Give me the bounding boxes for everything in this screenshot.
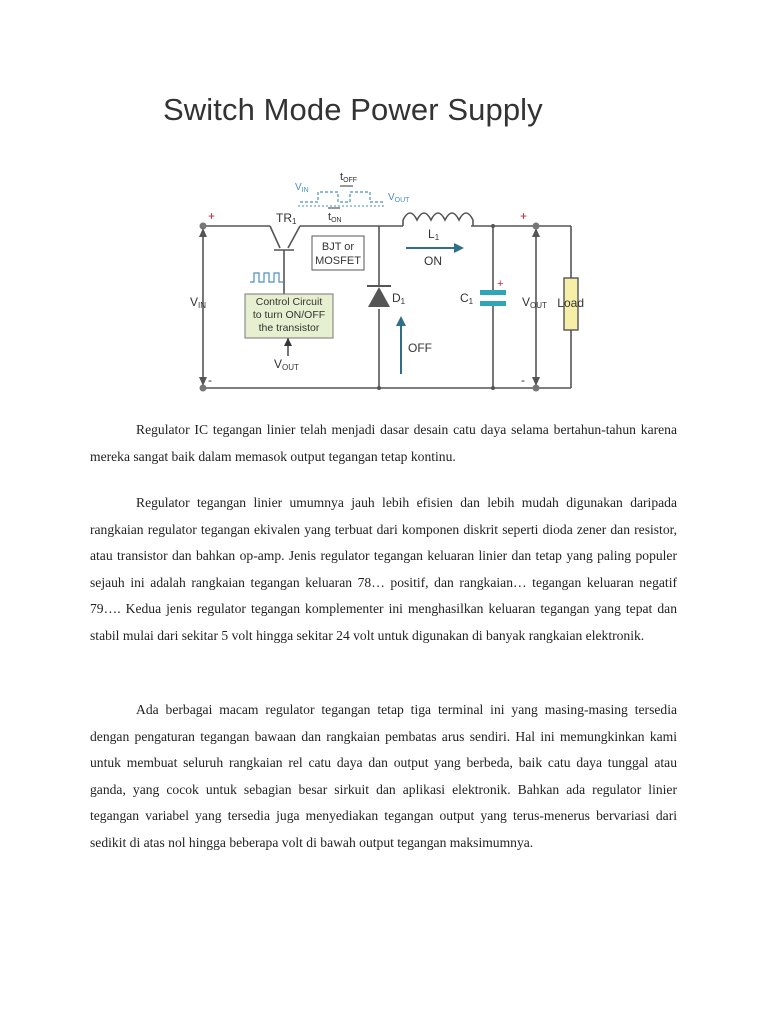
switch-type-line2: MOSFET <box>315 255 361 267</box>
control-text-line1: Control Circuit <box>255 296 323 308</box>
inductor-symbol <box>403 213 473 226</box>
control-text-line3: the transistor <box>258 322 320 334</box>
waveform-vin-label: $V_{IN}$ <box>295 182 309 194</box>
vin-plus-label: + <box>208 209 216 223</box>
ton-label: tON <box>328 211 342 224</box>
control-vout-label: VOUT <box>274 357 299 372</box>
load-label: Load <box>557 296 584 310</box>
vout-label: VOUT <box>522 295 547 310</box>
vin-minus-label: - <box>208 373 212 387</box>
transistor-label: TR1 <box>276 211 297 226</box>
control-pulse-waveform <box>250 273 283 282</box>
vout-plus-label: + <box>520 209 528 223</box>
capacitor-symbol <box>480 290 506 306</box>
on-label: ON <box>424 254 442 268</box>
diode-symbol <box>367 286 391 307</box>
cap-plus-label: + <box>497 278 504 290</box>
switch-type-line1: BJT or <box>321 241 355 253</box>
inductor-label: L1 <box>428 227 440 242</box>
diode-label: D1 <box>392 291 406 306</box>
on-current-arrow <box>406 243 464 253</box>
paragraph-1: Regulator IC tegangan linier telah menjadi dasar desain catu daya selama bertahun-tahun karena mereka sangat baik dalam memasok output tegangan tetap kontinu. <box>90 422 677 464</box>
vout-minus-label: - <box>521 373 525 387</box>
waveform-vout-label: $V_{OUT}$ <box>388 192 410 204</box>
off-current-arrow <box>396 316 406 374</box>
toff-label: tOFF <box>340 171 358 184</box>
switching-waveform <box>300 192 384 202</box>
vin-label: VIN <box>190 295 207 310</box>
page-title: Switch Mode Power Supply <box>163 92 543 127</box>
paragraph-3: Ada berbagai macam regulator tegangan tetap tiga terminal ini yang masing-masing tersedia dengan pengaturan tegangan bawaan dan rangkaian pembatas arus sendiri. Hal ini memungkinkan kami untuk membuat seluruh rangkaian rel catu daya dan output yang berbeda, baik catu daya tunggal atau ganda, yang cocok untuk sebagian besar sirkuit dan aplikasi elektronik. Bahkan ada regulator linier tegangan variabel yang tersedia juga menyediakan tegangan output yang terus-menerus bervariasi dari sedikit di atas nol hingga beberapa volt di bawah output tegangan maksimumnya. <box>90 702 677 850</box>
off-label: OFF <box>408 341 432 355</box>
smps-circuit-diagram <box>188 166 588 396</box>
capacitor-label: C1 <box>460 291 474 306</box>
paragraph-2: Regulator tegangan linier umumnya jauh lebih efisien dan lebih mudah digunakan daripada rangkaian regulator tegangan ekivalen yang terbuat dari komponen diskrit seperti dioda zener dan resistor, atau transistor dan bahkan op-amp. Jenis regulator tegangan keluaran linier dan tetap yang paling populer sejauh ini adalah rangkaian tegangan keluaran 78… positif, dan rangkaian… tegangan keluaran negatif 79…. Kedua jenis regulator tegangan komplementer ini menghasilkan keluaran tegangan yang tepat dan stabil mulai dari sekitar 5 volt hingga sekitar 24 volt untuk digunakan di banyak rangkaian elektronik. <box>90 495 677 643</box>
control-text-line2: to turn ON/OFF <box>252 309 326 321</box>
